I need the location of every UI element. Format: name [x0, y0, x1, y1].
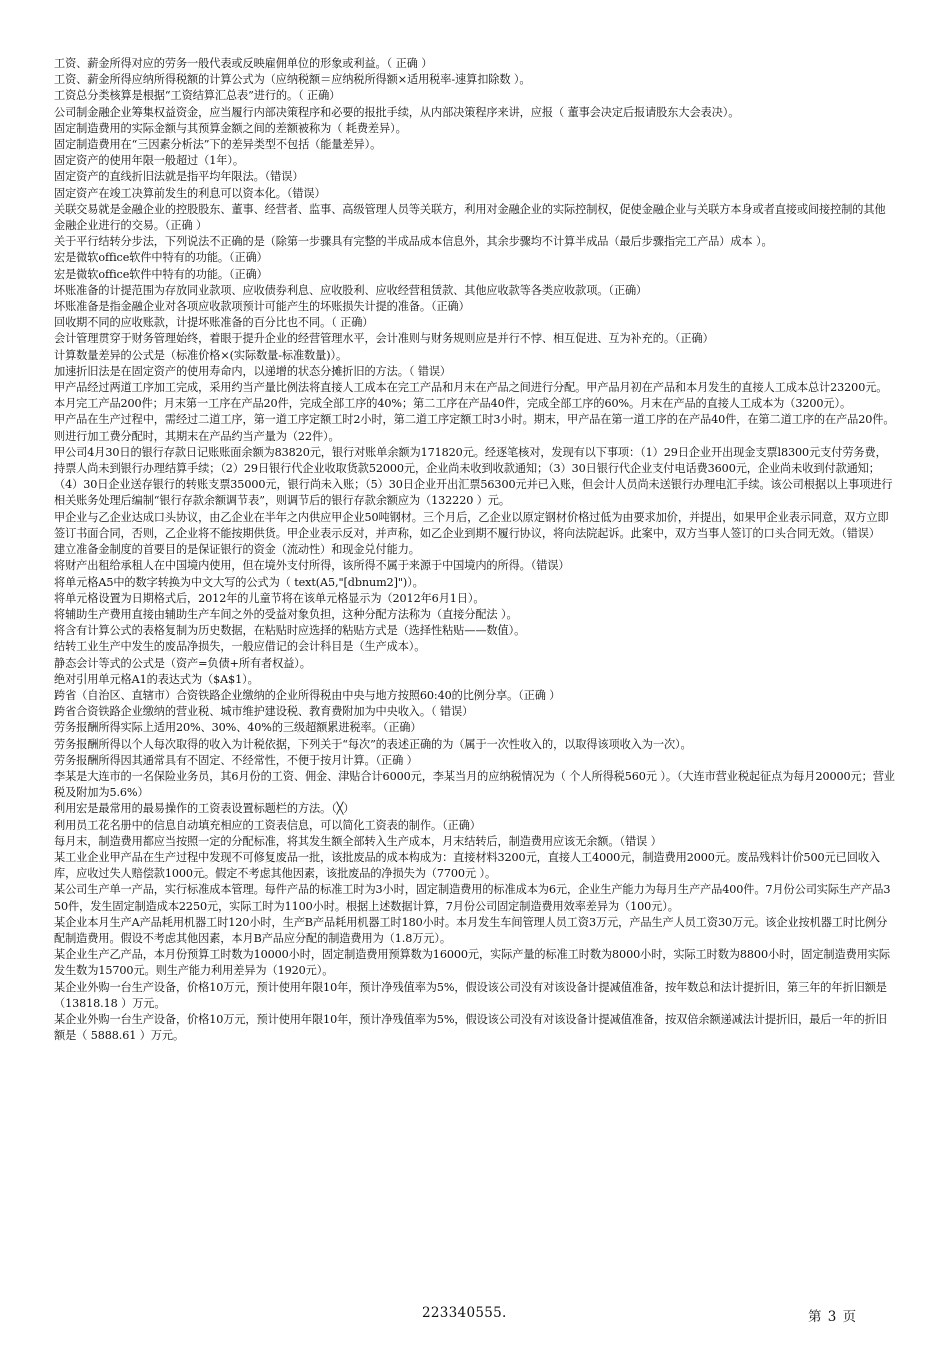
- text-line: 坏账准备的计提范围为存放同业款项、应收债券利息、应收股利、应收经营租赁款、其他应收款等各类应收款项。（正确）: [54, 283, 648, 297]
- document-body: [54, 56, 896, 1044]
- text-line: 甲产品经过两道工序加工完成，采用约当产量比例法将直接人工成本在完工产品和月末在产品之间进行分配。甲产品月初在产品和本月发生的直接人工成本总计23200元。本月完工产品200件；月末第一工序在产品20件，完成全部工序的40%；第二工序在产品40件，完成全部工序的60%。月末在产品的直接人工成本为（3200元）。: [54, 381, 888, 411]
- text-line: 甲产品在生产过程中，需经过二道工序，第一道工序定额工时2小时，第二道工序定额工时3小时。期末，甲产品在第一道工序的在产品40件，在第二道工序的在产品20件。则进行加工费分配时，其期末在产品约当产量为（22件）。: [54, 413, 895, 443]
- text-line: 将辅助生产费用直接由辅助生产车间之外的受益对象负担，这种分配方法称为（直接分配法 ）。: [54, 607, 518, 621]
- text-line: 宏是微软office软件中特有的功能。（正确）: [54, 267, 268, 281]
- text-line: 将单元格A5中的数字转换为中文大写的公式为（ text(A5,"[dbnum2]")）。: [54, 575, 424, 589]
- text-line: 李某是大连市的一名保险业务员，其6月份的工资、佣金、津贴合计6000元，李某当月的应纳税情况为（ 个人所得税560元 ）。（大连市营业税起征点为每月20000元；营业税及附加为5.6%）: [54, 769, 895, 800]
- text-line: 利用宏是最常用的最易操作的工资表设置标题栏的方法。（╳）: [54, 802, 355, 816]
- text-line: 甲公司4月30日的银行存款日记账账面余额为83820元，银行对账单余额为171820元。经逐笔核对，发现有以下事项：（1）29日企业开出现金支票l8300元支付劳务费，持票人尚未到银行办理结算手续；（2）29日银行代企业收取货款52000元，企业尚未收到收款通知；（3）30日银行代企业支付电话费3600元，企业尚未收到付款通知；（4）30日企业送存银行的转账支票35000元，银行尚未入账；（5）30日企业开出汇票56300元并已入账，但会计人员尚未送银行办理电汇手续。该公司根据以上事项进行相关账务处理后编制“银行存款余额调节表”，则调节后的银行存款余额应为（132220 ）元。: [54, 445, 893, 508]
- text-line: 工资总分类核算是根据“工资结算汇总表”进行的。（ 正确）: [54, 89, 341, 103]
- text-line: 固定制造费用在“三因素分析法”下的差异类型不包括（能量差异）。: [54, 138, 382, 152]
- text-line: 跨省合资铁路企业缴纳的营业税、城市维护建设税、教育费附加为中央收入。（ 错误）: [54, 705, 474, 719]
- text-line: 静态会计等式的公式是（资产=负债+所有者权益）。: [54, 656, 311, 670]
- text-line: 某公司生产单一产品，实行标准成本管理。每件产品的标准工时为3小时，固定制造费用的标准成本为6元，企业生产能力为每月生产产品400件。7月份公司实际生产产品350件，发生固定制造成本2250元，实际工时为1100小时。根据上述数据计算，7月份公司固定制造费用效率差异为（100元）。: [54, 883, 891, 913]
- text-line: 计算数量差异的公式是（标准价格×(实际数量-标准数量)）。: [54, 348, 348, 362]
- text-line: 宏是微软office软件中特有的功能。（正确）: [54, 251, 268, 265]
- text-line: 将含有计算公式的表格复制为历史数据，在粘贴时应选择的粘贴方式是（选择性粘贴——数值）。: [54, 624, 526, 638]
- text-line: 固定资产的直线折旧法就是指平均年限法。（错误）: [54, 170, 304, 184]
- text-line: 将单元格设置为日期格式后，2012年的儿童节将在该单元格显示为（2012年6月1日）。: [54, 591, 485, 605]
- text-line: 某企业生产乙产品，本月份预算工时数为10000小时，固定制造费用预算数为16000元，实际产量的标准工时数为8000小时，实际工时数为8800小时，固定制造费用实际发生数为15700元。则生产能力利用差异为（1920元）。: [54, 948, 890, 978]
- text-line: 固定资产的使用年限一般超过（1年）。: [54, 154, 244, 168]
- text-line: 劳务报酬所得实际上适用20%、30%、40%的三级超额累进税率。（正确）: [54, 721, 422, 735]
- text-line: 跨省（自治区、直辖市）合资铁路企业缴纳的企业所得税由中央与地方按照60:40的比例分享。（正确 ）: [54, 688, 561, 702]
- text-line: 某企业外购一台生产设备，价格10万元，预计使用年限10年，预计净残值率为5%，假设该公司没有对该设备计提减值准备，按双倍余额递减法计提折旧，最后一年的折旧额是（ 5888.61 ）万元。: [54, 1012, 887, 1043]
- text-line: 固定资产在竣工决算前发生的利息可以资本化。（错误）: [54, 186, 326, 200]
- text-line: 工资、薪金所得应纳所得税额的计算公式为（应纳税额＝应纳税所得额×适用税率-速算扣除数 ）。: [54, 73, 531, 87]
- text-line: 建立准备金制度的首要目的是保证银行的资金（流动性）和现金兑付能力。: [54, 543, 420, 557]
- text-line: 甲企业与乙企业达成口头协议，由乙企业在半年之内供应甲企业50吨钢材。三个月后，乙企业以原定钢材价格过低为由要求加价，并提出，如果甲企业表示同意，双方立即签订书面合同，否则，乙企业将不能按期供货。甲企业表示反对，并声称，如乙企业到期不履行协议，将向法院起诉。此案中，双方当事人签订的口头合同无效。（错误）: [54, 510, 889, 540]
- text-line: 关联交易就是金融企业的控股股东、董事、经营者、监事、高级管理人员等关联方，利用对金融企业的实际控制权，促使金融企业与关联方本身或者直接或间接控制的其他金融企业进行的交易。（正确 ）: [54, 202, 886, 233]
- text-line: 结转工业生产中发生的废品净损失，一般应借记的会计科目是（生产成本）。: [54, 640, 426, 654]
- text-line: 固定制造费用的实际金额与其预算金额之间的差额被称为（ 耗费差异）。: [54, 121, 407, 135]
- text-line: 坏账准备是指金融企业对各项应收款项预计可能产生的坏账损失计提的准备。（正确）: [54, 300, 470, 314]
- text-line: 工资、薪金所得对应的劳务一般代表或反映雇佣单位的形象或利益。（ 正确 ）: [54, 57, 433, 70]
- text-line: 回收期不同的应收账款，计提坏账准备的百分比也不同。（ 正确）: [54, 316, 374, 330]
- text-line: 利用员工花名册中的信息自动填充相应的工资表信息，可以简化工资表的制作。（正确）: [54, 818, 481, 832]
- text-line: 加速折旧法是在固定资产的使用寿命内，以递增的状态分摊折旧的方法。（ 错误）: [54, 364, 452, 378]
- text-line: 关于平行结转分步法，下列说法不正确的是（除第一步骤具有完整的半成品成本信息外，其余步骤均不计算半成品（最后步骤指完工产品）成本 ）。: [54, 235, 773, 249]
- text-line: 劳务报酬所得因其通常具有不固定、不经常性，不便于按月计算。（正确 ）: [54, 753, 418, 767]
- text-line: 每月末，制造费用都应当按照一定的分配标准，将其发生额全部转入生产成本，月末结转后，制造费用应该无余额。（错误 ）: [54, 834, 662, 848]
- text-line: 将财产出租给承租人在中国境内使用，但在境外支付所得，该所得不属于来源于中国境内的所得。（错误）: [54, 559, 570, 573]
- text-line: 劳务报酬所得以个人每次取得的收入为计税依据，下列关于“每次”的表述正确的为（属于一次性收入的，以取得该项收入为一次）。: [54, 737, 692, 751]
- footer-page-number: 第 3 页: [808, 1309, 858, 1325]
- text-line: 绝对引用单元格A1的表达式为（$A$1）。: [54, 672, 259, 686]
- text-line: 公司制金融企业筹集权益资金，应当履行内部决策程序和必要的报批手续，从内部决策程序来讲，应报（ 董事会决定后报请股东大会表决）。: [54, 105, 740, 119]
- text-line: 某企业外购一台生产设备，价格10万元，预计使用年限10年，预计净残值率为5%，假设该公司没有对该设备计提减值准备，按年数总和法计提折旧，第三年的年折旧额是（13818.18 ）万元。: [54, 980, 887, 1010]
- text-line: 某企业本月生产A产品耗用机器工时120小时，生产B产品耗用机器工时180小时。本月发生车间管理人员工资3万元，产品生产人员工资30万元。该企业按机器工时比例分配制造费用。假设不考虑其他因素，本月B产品应分配的制造费用为（1.8万元）。: [54, 915, 888, 945]
- footer-document-id: 223340555.: [422, 1305, 507, 1321]
- text-line: 会计管理贯穿于财务管理始终，着眼于提升企业的经营管理水平，会计准则与财务规则应是并行不悖、相互促进、互为补充的。（正确）: [54, 332, 714, 346]
- text-line: 某工业企业甲产品在生产过程中发现不可修复废品一批，该批废品的成本构成为：直接材料3200元，直接人工4000元，制造费用2000元。废品残料计价500元已回收入库，应收过失人赔偿款1000元。假定不考虑其他因素，该批废品的净损失为（7700元 ）。: [54, 850, 880, 881]
